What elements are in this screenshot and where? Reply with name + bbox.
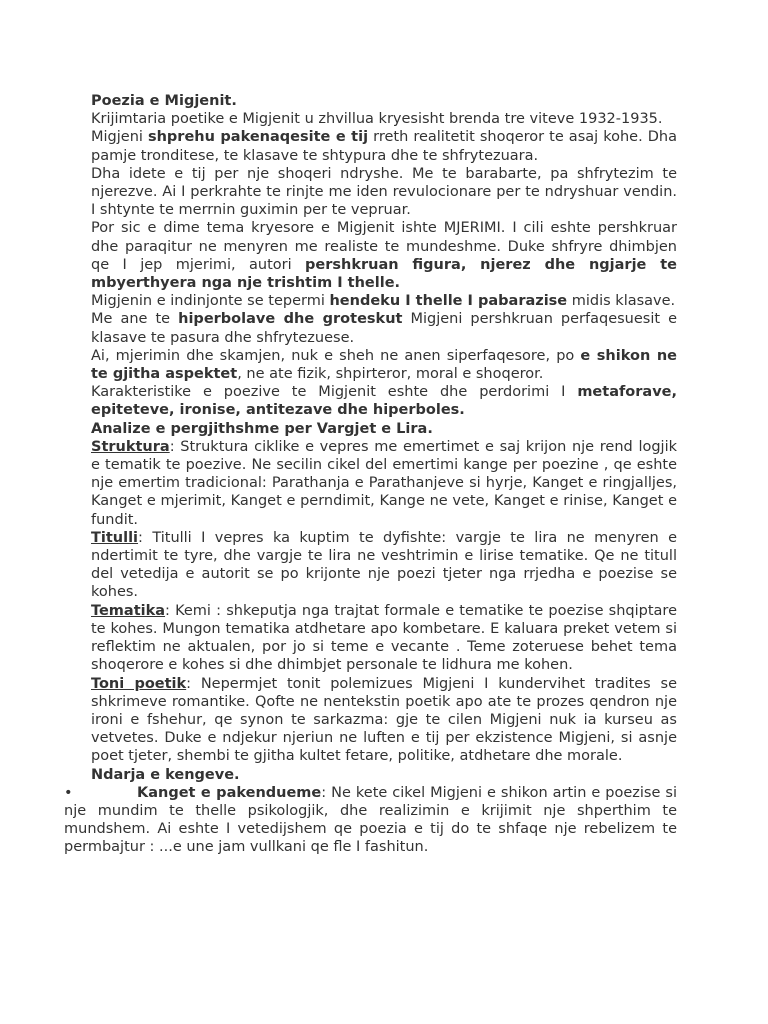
paragraph: Migjenin e indinjonte se tepermi hendeku I thelle I pabarazise midis klasave. bbox=[91, 293, 676, 310]
section-titulli: Titulli: Titulli I vepres ka kuptim te dyfishte: vargje te lira ne menyren e ndertimit te tyre, dhe vargje te lira ne veshtrimin e lirise tematike. Qe ne titull del vetedija e autorit se po krijonte nje poezi tjeter nga rrjedha e poezise se kohes. bbox=[91, 529, 677, 601]
heading-poezia: Poezia e Migjenit. bbox=[91, 93, 237, 109]
list-item: • Kanget e pakendueme: Ne kete cikel Migjeni e shikon artin e poezise si nje mundim te thelle psikologjik, dhe realizimin e krijimit nje shperthim te mundshem. Ai eshte I vetedijshem qe poezia e tij do te shfaqe nje rebelizem te permbajtur : ...e une jam vullkani qe fle I fashitun. bbox=[64, 784, 677, 856]
document-body bbox=[64, 92, 677, 857]
section-label: Tematika bbox=[91, 602, 166, 619]
bullet-icon: • bbox=[64, 784, 73, 801]
section-struktura: Struktura: Struktura ciklike e vepres me emertimet e saj krijon nje rend logjik e tematik te poezive. Ne secilin cikel del emertimi kange per poezine , qe eshte nje emertim tradicional: Parathanja e Parathanjeve si hyrje, Kanget e ringjalljes, Kanget e mjerimit, Kanget e perndimit, Kange ne vete, Kanget e rinise, Kanget e fundit. bbox=[91, 438, 677, 528]
section-label: Struktura bbox=[91, 438, 170, 455]
section-toni-poetik: Toni poetik: Nepermjet tonit polemizues Migjeni I kundervihet tradites se shkrimeve romantike. Qofte ne nentekstin poetik apo ate te prozes qendron nje ironi e fshehur, qe synon te sarkazma: gje te cilen Migjeni nuk ia kurseu as vetvetes. Duke e ndjekur njeriun ne luften e tij per ekzistence Migjeni, si asnje poet tjeter, shembi te gjitha kultet fetare, politike, atdhetare dhe morale. bbox=[91, 675, 677, 765]
paragraph: Por sic e dime tema kryesore e Migjenit ishte MJERIMI. I cili eshte pershkruar dhe paraqitur ne menyren me realiste te mundeshme. Duke shfryre dhimbjen qe I jep mjerimi, autori pershkruan figura, njerez dhe ngjarje te mbyerthyera nga nje trishtim I thelle. bbox=[91, 220, 677, 292]
section-tematika: Tematika: Kemi : shkeputja nga trajtat formale e tematike te poezise shqiptare te kohes. Mungon tematika atdhetare apo kombetare. E kaluara preket vetem si reflektim ne aktualen, por jo si teme e vecante . Teme zoteruese behet tema shoqerore e kohes si dhe dhimbjet personale te lidhura me kohen. bbox=[91, 602, 677, 674]
section-label: Toni poetik bbox=[91, 675, 187, 692]
paragraph: Ai, mjerimin dhe skamjen, nuk e sheh ne anen siperfaqesore, po e shikon ne te gjitha aspektet, ne ate fizik, shpirteror, moral e shoqeror. bbox=[91, 347, 677, 383]
heading-ndarja: Ndarja e kengeve. bbox=[91, 766, 240, 783]
paragraph: Dha idete e tij per nje shoqeri ndryshe. Me te barabarte, pa shfrytezim te njerezve. Ai I perkrahte te rinjte me iden revulocionare per te ndryshuar vendin. I shtynte te merrnin guximin per te vepruar. bbox=[91, 165, 677, 219]
section-label: Titulli bbox=[91, 529, 139, 546]
paragraph: Krijimtaria poetike e Migjenit u zhvillua kryesisht brenda tre viteve 1932-1935. bbox=[91, 111, 663, 128]
paragraph: Me ane te hiperbolave dhe groteskut Migjeni pershkruan perfaqesuesit e klasave te pasura dhe shfrytezuese. bbox=[91, 311, 677, 346]
paragraph: Karakteristike e poezive te Migjenit eshte dhe perdorimi I metaforave, epiteteve, ironise, antitezave dhe hiperboles. bbox=[91, 384, 677, 419]
heading-analize: Analize e pergjithshme per Vargjet e Lira. bbox=[91, 420, 433, 437]
paragraph: Migjeni shprehu pakenaqesite e tij rreth realitetit shoqeror te asaj kohe. Dha pamje tronditese, te klasave te shtypura dhe te shfrytezuara. bbox=[91, 129, 677, 164]
